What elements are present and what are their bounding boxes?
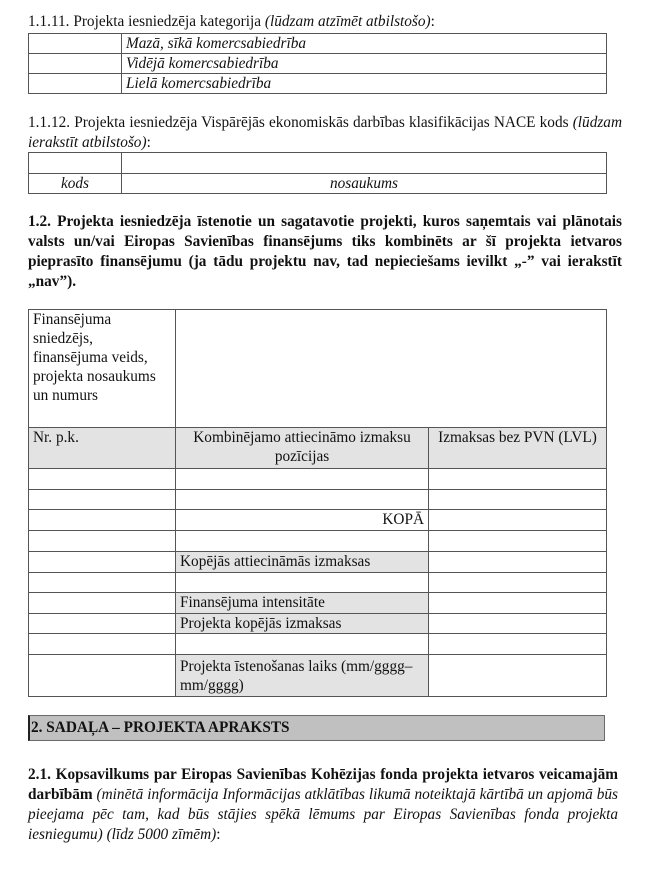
category-option-small: Mazā, sīkā komercsabiedrība [122, 34, 607, 54]
table-row-project-total-costs [29, 614, 607, 634]
nace-name-caption: nosaukums [122, 174, 607, 194]
implementation-period-label: Projekta īstenošanas laiks (mm/gggg–mm/gggg) [176, 655, 429, 697]
row-amount[interactable] [429, 531, 607, 552]
row-nr[interactable] [29, 573, 176, 593]
table-row-eligible-costs [29, 552, 607, 573]
table-row [29, 490, 607, 510]
table-row [29, 573, 607, 593]
table-row [29, 634, 607, 655]
row-item[interactable] [176, 634, 429, 655]
row-amount[interactable] [429, 490, 607, 510]
funding-source-input[interactable] [176, 310, 607, 428]
row-nr[interactable] [29, 552, 176, 573]
row-nr[interactable] [29, 593, 176, 614]
row-item[interactable] [176, 490, 429, 510]
row-item[interactable] [176, 573, 429, 593]
row-amount[interactable] [429, 469, 607, 490]
row-nr[interactable] [29, 490, 176, 510]
header-cost-excl-vat: Izmaksas bez PVN (LVL) [429, 428, 607, 469]
nace-code-input[interactable] [29, 153, 122, 174]
row-nr[interactable] [29, 469, 176, 490]
question-1-1-12-label [28, 113, 622, 153]
category-checkbox-large[interactable] [29, 74, 122, 94]
category-option-medium: Vidējā komercsabiedrība [122, 54, 607, 74]
row-nr[interactable] [29, 655, 176, 697]
label-hint: (lūdzam ierakstīt atbilstošo) [28, 114, 622, 151]
row-nr[interactable] [29, 634, 176, 655]
table-row [29, 469, 607, 490]
label-hint: (lūdzam atzīmēt atbilstošo) [264, 13, 431, 30]
row-nr[interactable] [29, 510, 176, 531]
row-item[interactable] [176, 531, 429, 552]
label-colon: : [430, 13, 435, 30]
table-row [29, 531, 607, 552]
question-2-1-heading [28, 765, 618, 845]
total-amount[interactable] [429, 510, 607, 531]
combined-funding-table [28, 309, 607, 697]
question-1-1-11-label [28, 12, 618, 32]
eligible-costs-amount[interactable] [429, 552, 607, 573]
category-checkbox-small[interactable] [29, 34, 122, 54]
funding-intensity-value[interactable] [429, 593, 607, 614]
nace-code-caption: kods [29, 174, 122, 194]
heading-colon: : [216, 826, 221, 843]
section-2-title: 2. SADAĻA – PROJEKTA APRAKSTS [28, 715, 605, 741]
row-item[interactable] [176, 469, 429, 490]
eligible-costs-label: Kopējās attiecināmās izmaksas [176, 552, 429, 573]
row-nr[interactable] [29, 531, 176, 552]
category-option-large: Lielā komercsabiedrība [122, 74, 607, 94]
company-category-table [28, 33, 607, 94]
row-nr[interactable] [29, 614, 176, 634]
header-nr: Nr. p.k. [29, 428, 176, 469]
table-row-total [29, 510, 607, 531]
header-cost-items: Kombinējamo attiecināmo izmaksu pozīcijas [176, 428, 429, 469]
heading-bold: 2.1. Kopsavilkums par Eiropas Savienības Kohēzijas fonda projekta ietvaros veicamajām darbībām [28, 766, 618, 803]
project-total-costs-label: Projekta kopējās izmaksas [176, 614, 429, 634]
row-amount[interactable] [429, 634, 607, 655]
heading-hint: (minētā informācija Informācijas atklātības likumā noteiktajā kārtībā un apjomā būs pieejama pēc tam, kad būs stājies spēkā lēmums par Eiropas Savienības fonda projekta iesniegumu) (līdz 5000 zīmēm) [28, 786, 618, 843]
label-text: 1.1.11. Projekta iesniedzēja kategorija [28, 13, 265, 30]
implementation-period-value[interactable] [429, 655, 607, 697]
table-row-implementation-period [29, 655, 607, 697]
label-colon: : [146, 134, 151, 151]
row-amount[interactable] [429, 573, 607, 593]
project-total-costs-amount[interactable] [429, 614, 607, 634]
funding-source-label: Finansējuma sniedzējs, finansējuma veids, projekta nosaukums un numurs [29, 310, 176, 428]
total-label: KOPĀ [176, 510, 429, 531]
question-1-2-heading: 1.2. Projekta iesniedzēja īstenotie un sagatavotie projekti, kuros saņemtais vai plānotais valsts un/vai Eiropas Savienības finansējums tiks kombinēts ar šī projekta ietvaros pieprasīto finansējumu (ja tādu projektu nav, tad nepieciešams ievilkt „-” vai ierakstīt „nav”). [28, 213, 622, 290]
category-checkbox-medium[interactable] [29, 54, 122, 74]
table-row-funding-intensity [29, 593, 607, 614]
nace-name-input[interactable] [122, 153, 607, 174]
label-text: 1.1.12. Projekta iesniedzēja Vispārējās ekonomiskās darbības klasifikācijas NACE kods [28, 114, 573, 131]
nace-code-table [28, 152, 607, 194]
funding-intensity-label: Finansējuma intensitāte [176, 593, 429, 614]
